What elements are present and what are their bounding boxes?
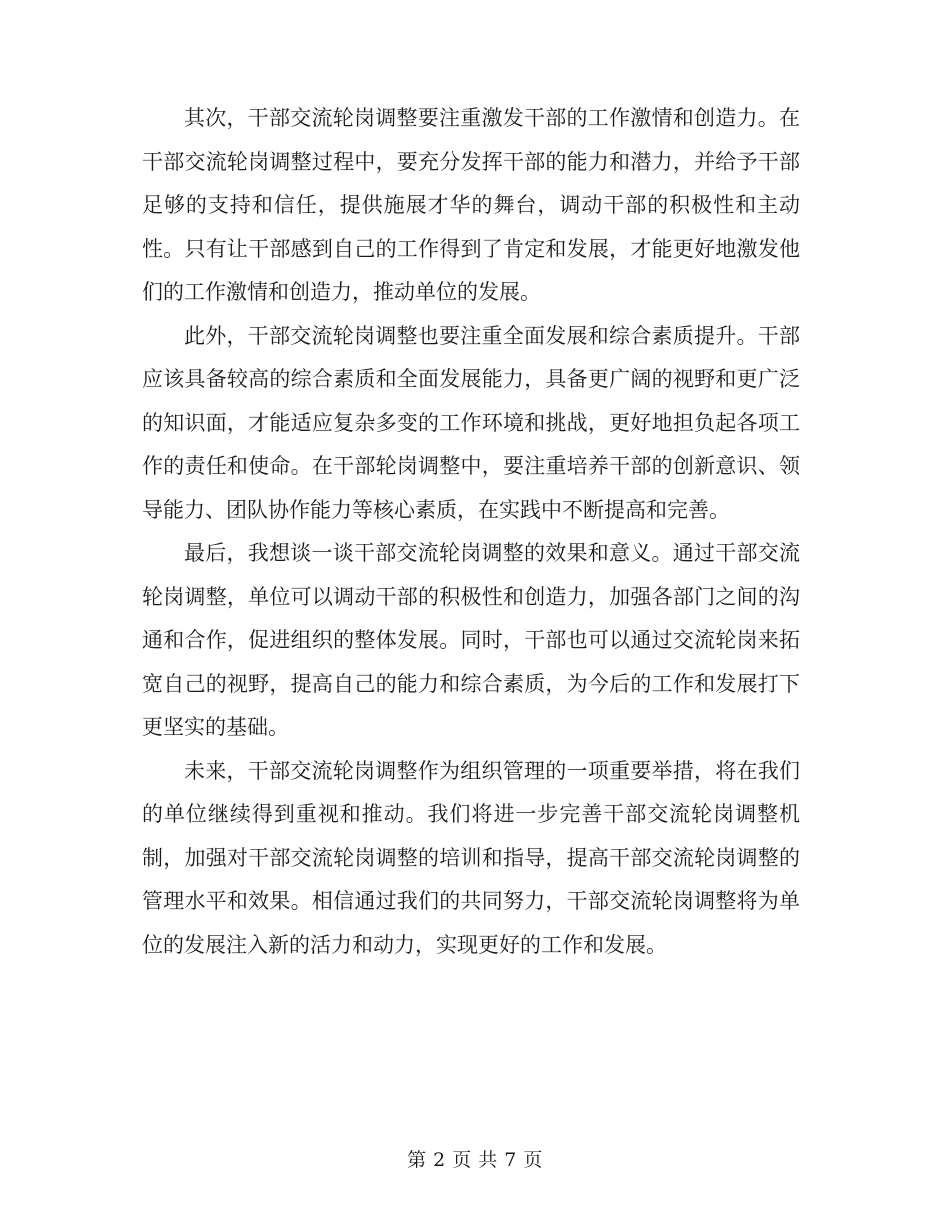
paragraph-4: 未来，干部交流轮岗调整作为组织管理的一项重要举措，将在我们的单位继续得到重视和推动。我们将进一步完善干部交流轮岗调整机制，加强对干部交流轮岗调整的培训和指导，提高干部交流轮岗调整的管理水平和效果。相信通过我们的共同努力，干部交流轮岗调整将为单位的发展注入新的活力和动力，实现更好的工作和发展。 [142,758,800,957]
document-body [142,97,800,967]
paragraph-3: 最后，我想谈一谈干部交流轮岗调整的效果和意义。通过干部交流轮岗调整，单位可以调动干部的积极性和创造力，加强各部门之间的沟通和合作，促进组织的整体发展。同时，干部也可以通过交流轮岗来拓宽自己的视野，提高自己的能力和综合素质，为今后的工作和发展打下更坚实的基础。 [142,541,800,739]
paragraph-1: 其次，干部交流轮岗调整要注重激发干部的工作激情和创造力。在干部交流轮岗调整过程中，要充分发挥干部的能力和潜力，并给予干部足够的支持和信任，提供施展才华的舞台，调动干部的积极性和主动性。只有让干部感到自己的工作得到了肯定和发展，才能更好地激发他们的工作激情和创造力，推动单位的发展。 [142,106,800,304]
paragraph-2: 此外，干部交流轮岗调整也要注重全面发展和综合素质提升。干部应该具备较高的综合素质和全面发展能力，具备更广阔的视野和更广泛的知识面，才能适应复杂多变的工作环境和挑战，更好地担负起各项工作的责任和使命。在干部轮岗调整中，要注重培养干部的创新意识、领导能力、团队协作能力等核心素质，在实践中不断提高和完善。 [142,323,800,522]
page-number-footer: 第 2 页 共 7 页 [407,1149,543,1171]
